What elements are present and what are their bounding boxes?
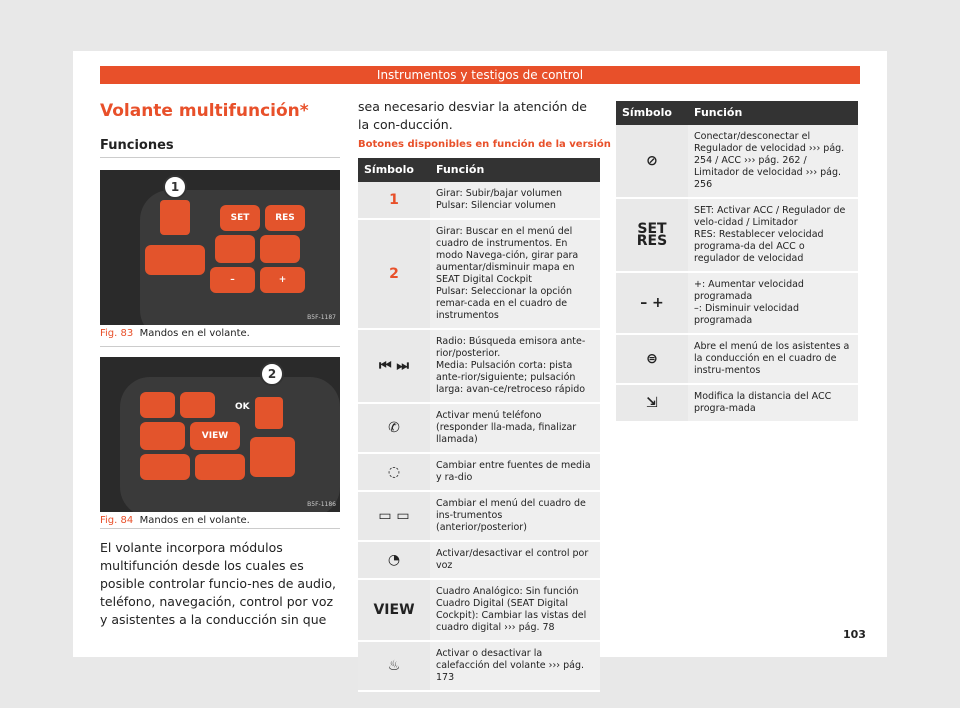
distance-button [145,245,205,275]
buttons-table [358,158,600,692]
row-description: Cambiar entre fuentes de media y ra-dio [430,453,600,491]
assist-button [260,235,300,263]
voice-button [140,422,185,450]
row-description: Radio: Búsqueda emisora ante-rior/posterior. Media: Pulsación corta: pista ante-rior/siguiente; pulsación larga: avan-ce/retroceso rápido [430,329,600,403]
row-symbol: 1 [358,182,430,219]
prev-menu-button [140,392,175,418]
menu-roller [255,397,283,429]
table-row [616,384,858,422]
ok-label: OK [235,402,250,412]
cruise-button [215,235,255,263]
figure-label: Fig. 83 [100,328,134,339]
table-row [616,334,858,384]
figure-code: B5F-1186 [307,501,336,508]
caption-divider [100,528,340,529]
caption-text: Mandos en el volante. [139,328,250,339]
row-description: +: Aumentar velocidad programada –: Disminuir velocidad programada [688,272,858,334]
view-button: VIEW [190,422,240,450]
figure-84-image [100,357,340,512]
minus-button: – [210,267,255,293]
volume-roller [160,200,190,235]
callout-1: 1 [163,175,187,199]
row-description: Girar: Buscar en el menú del cuadro de instrumentos. En modo Navega-ción, girar para aumentar/disminuir mapa en SEAT Digital Cockpit Pulsar: Seleccionar la opción remar-cada en el cuadro de instrumentos [430,219,600,329]
row-description: Activar menú teléfono (responder lla-mada, finalizar llamada) [430,403,600,453]
row-description: Girar: Subir/bajar volumen Pulsar: Silenciar volumen [430,182,600,219]
row-symbol: ▭ ▭ [358,491,430,541]
callout-2: 2 [260,362,284,386]
row-description: Cuadro Analógico: Sin función Cuadro Digital (SEAT Digital Cockpit): Cambiar las vistas del cuadro digital ››› pág. 78 [430,579,600,641]
row-symbol: ◔ [358,541,430,579]
row-symbol: ⊜ [616,334,688,384]
row-symbol: 2 [358,219,430,329]
res-button: RES [265,205,305,231]
figure-84-caption [100,515,250,526]
row-symbol: ⊘ [616,125,688,198]
table-row [358,491,600,541]
table-row [358,403,600,453]
table-row [358,641,600,691]
row-symbol: – + [616,272,688,334]
table-row [358,329,600,403]
table-heading: Botones disponibles en función de la versión [358,139,611,150]
prev-track-button [140,454,190,480]
row-description: Conectar/desconectar el Regulador de velocidad ››› pág. 254 / ACC ››› pág. 262 / Limitador de velocidad ››› pág. 256 [688,125,858,198]
table-row [358,579,600,641]
row-symbol: ✆ [358,403,430,453]
table-row [616,125,858,198]
row-description: SET: Activar ACC / Regulador de velo-cidad / Limitador RES: Restablecer velocidad programa-da del ACC o regulador de velocidad [688,198,858,272]
cruise-table [616,101,858,423]
row-description: Modifica la distancia del ACC progra-mada [688,384,858,422]
intro-paragraph: El volante incorpora módulos multifunción desde los cuales es posible controlar funcio-nes de audio, teléfono, navegación, control por voz y asistentes a la conducción sin que [100,540,337,627]
table-header-symbol: Símbolo [616,101,688,125]
table-row [616,198,858,272]
caption-divider [100,346,340,347]
row-symbol: VIEW [358,579,430,641]
row-description: Activar/desactivar el control por voz [430,541,600,579]
table-row [358,219,600,329]
row-description: Activar o desactivar la calefacción del volante ››› pág. 173 [430,641,600,691]
section-subtitle: Funciones [100,138,174,153]
next-track-button [195,454,245,480]
subtitle-divider [100,157,340,158]
row-symbol: ◌ [358,453,430,491]
page-header: Instrumentos y testigos de control [100,66,860,84]
table-header-function: Función [688,101,858,125]
set-button: SET [220,205,260,231]
table-row [616,272,858,334]
section-title: Volante multifunción* [100,101,309,121]
plus-button: + [260,267,305,293]
phone-button [250,437,295,477]
row-symbol: ♨ [358,641,430,691]
table-header-function: Función [430,158,600,182]
table-row [358,453,600,491]
row-description: Abre el menú de los asistentes a la conducción en el cuadro de instru-mentos [688,334,858,384]
page-number: 103 [843,628,866,641]
row-description: Cambiar el menú del cuadro de ins-trumentos (anterior/posterior) [430,491,600,541]
figure-83-image [100,170,340,325]
caption-text: Mandos en el volante. [139,515,250,526]
row-symbol: ⇲ [616,384,688,422]
figure-83-caption [100,328,250,339]
intro-paragraph-continued: sea necesario desviar la atención de la con-ducción. [358,99,587,132]
row-symbol: ⏮ ⏭ [358,329,430,403]
table-header-symbol: Símbolo [358,158,430,182]
table-row [358,182,600,219]
next-menu-button [180,392,215,418]
table-row [358,541,600,579]
figure-code: B5F-1187 [307,314,336,321]
figure-label: Fig. 84 [100,515,134,526]
row-symbol: SET RES [616,198,688,272]
